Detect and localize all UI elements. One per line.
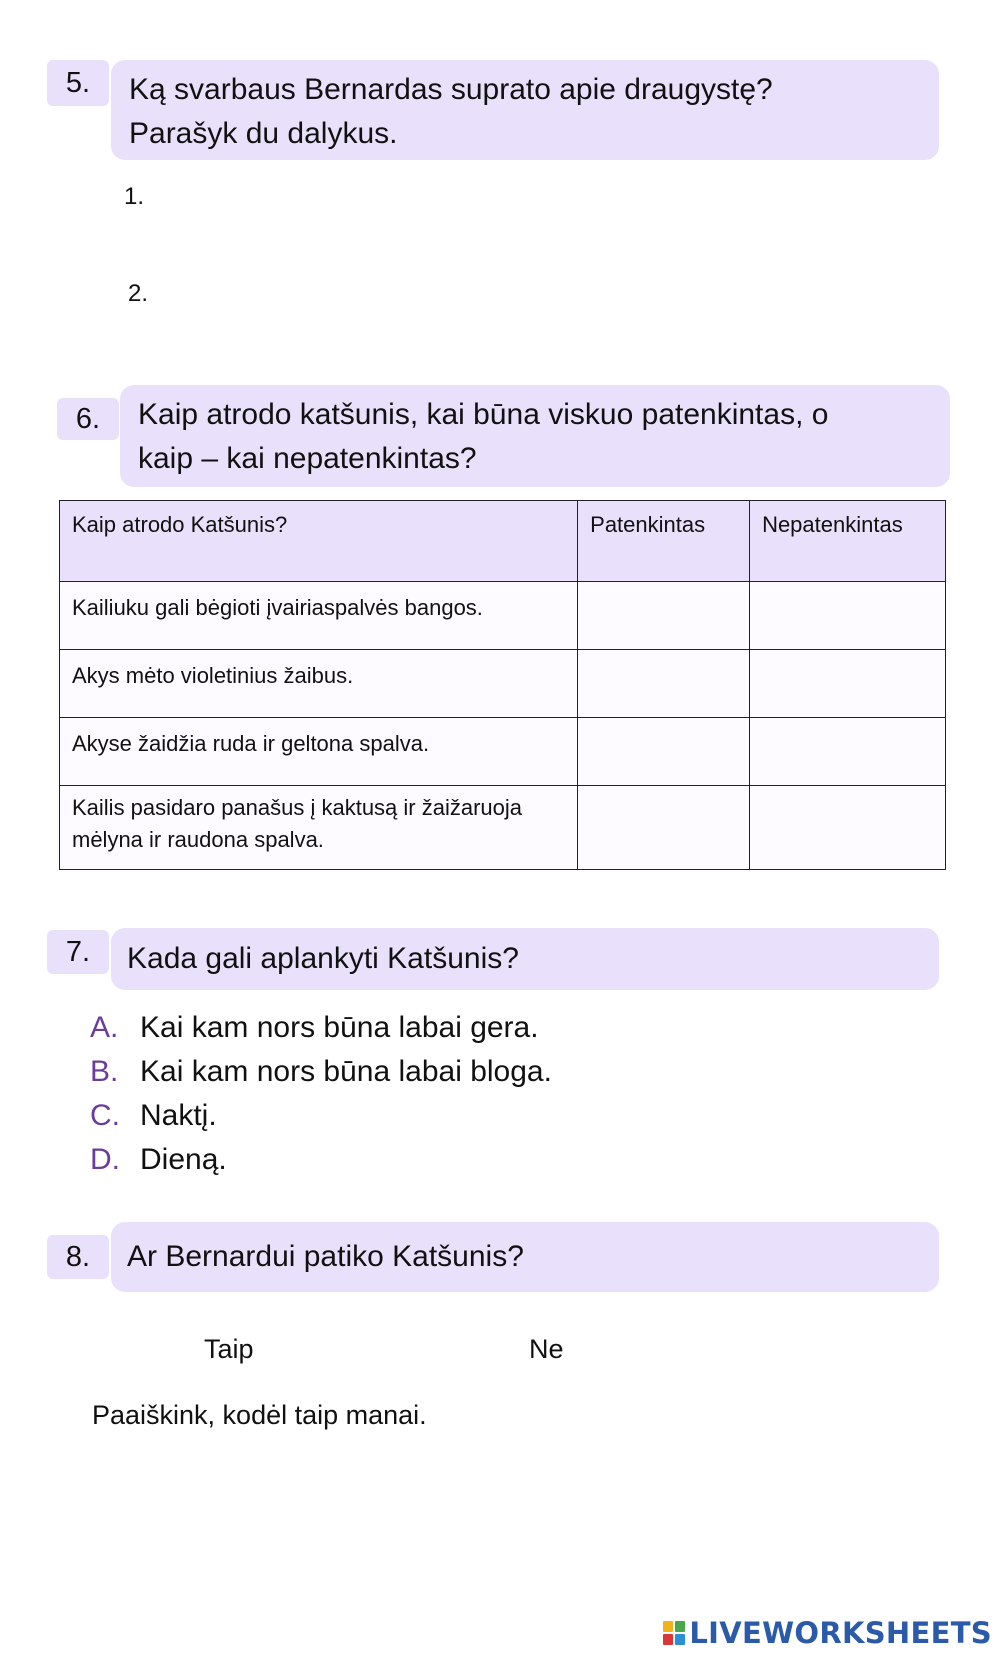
table-cell-description: Kailis pasidaro panašus į kaktusą ir žaižaruoja mėlyna ir raudona spalva. [60, 786, 578, 870]
option-d[interactable] [90, 1138, 227, 1182]
question-5-line-1: Ką svarbaus Bernardas suprato apie draugystę? [129, 73, 773, 106]
question-5-box [111, 60, 939, 160]
option-c-letter: C. [90, 1099, 120, 1132]
question-5-line-2: Parašyk du dalykus. [129, 117, 398, 150]
choice-no[interactable]: Ne [529, 1334, 564, 1364]
table-cell-unsatisfied[interactable] [750, 650, 946, 718]
question-8-box [111, 1222, 939, 1292]
option-d-text: Dieną. [140, 1143, 227, 1176]
table-header-unsatisfied: Nepatenkintas [750, 501, 946, 582]
question-7-number: 7. [47, 930, 109, 974]
question-5-number: 5. [47, 60, 109, 106]
table-cell-description: Akyse žaidžia ruda ir geltona spalva. [60, 718, 578, 786]
table-cell-description: Kailiuku gali bėgioti įvairiaspalvės bangos. [60, 582, 578, 650]
question-6-number: 6. [57, 398, 119, 440]
table-row [60, 786, 946, 870]
liveworksheets-logo-icon [663, 1621, 685, 1645]
question-8-number: 8. [47, 1235, 109, 1279]
table-cell-satisfied[interactable] [578, 786, 750, 870]
question-7-text: Kada gali aplankyti Katšunis? [127, 942, 519, 975]
liveworksheets-logo [663, 1616, 992, 1650]
liveworksheets-logo-text: LIVEWORKSHEETS [689, 1616, 992, 1650]
option-b-letter: B. [90, 1055, 119, 1088]
choice-yes[interactable]: Taip [204, 1334, 254, 1364]
table-row [60, 650, 946, 718]
table-row [60, 582, 946, 650]
answer-line-1-label: 1. [124, 183, 145, 210]
table-header-row [60, 501, 946, 582]
table-cell-satisfied[interactable] [578, 650, 750, 718]
option-a[interactable] [90, 1006, 539, 1050]
option-b[interactable] [90, 1050, 552, 1094]
appearance-table [59, 500, 946, 870]
option-d-letter: D. [90, 1143, 120, 1176]
table-header-appearance: Kaip atrodo Katšunis? [60, 501, 578, 582]
option-a-text: Kai kam nors būna labai gera. [140, 1011, 539, 1044]
table-header-satisfied: Patenkintas [578, 501, 750, 582]
table-row [60, 718, 946, 786]
table-cell-unsatisfied[interactable] [750, 786, 946, 870]
explain-prompt: Paaiškink, kodėl taip manai. [92, 1400, 427, 1430]
option-c-text: Naktį. [140, 1099, 217, 1132]
question-7-box [111, 928, 939, 990]
table-cell-description: Akys mėto violetinius žaibus. [60, 650, 578, 718]
table-cell-satisfied[interactable] [578, 582, 750, 650]
table-cell-unsatisfied[interactable] [750, 582, 946, 650]
table-cell-unsatisfied[interactable] [750, 718, 946, 786]
option-c[interactable] [90, 1094, 217, 1138]
question-6-box [120, 385, 950, 487]
question-6-line-2: kaip – kai nepatenkintas? [138, 442, 477, 475]
question-6-line-1: Kaip atrodo katšunis, kai būna viskuo patenkintas, o [138, 398, 829, 431]
option-b-text: Kai kam nors būna labai bloga. [140, 1055, 552, 1088]
answer-line-2-label: 2. [128, 280, 149, 307]
table-cell-satisfied[interactable] [578, 718, 750, 786]
question-8-text: Ar Bernardui patiko Katšunis? [127, 1240, 524, 1273]
option-a-letter: A. [90, 1011, 119, 1044]
